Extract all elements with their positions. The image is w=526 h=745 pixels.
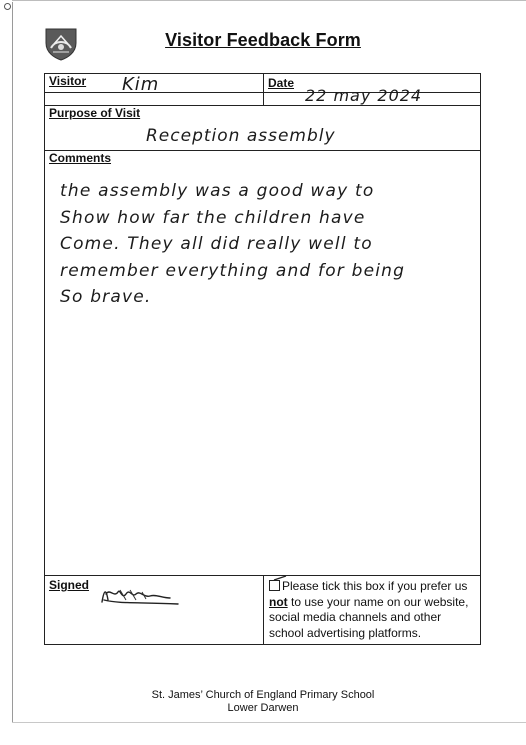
comment-line: Come. They all did really well to — [60, 234, 373, 254]
signature-image[interactable] — [100, 584, 180, 606]
date-value[interactable]: 22 may 2024 — [305, 86, 423, 105]
comment-line: So brave. — [60, 287, 152, 307]
column-divider — [263, 73, 264, 105]
privacy-opt-out-checkbox[interactable] — [269, 580, 280, 591]
privacy-opt-out-text — [269, 579, 477, 641]
comment-line: the assembly was a good way to — [60, 181, 375, 201]
purpose-value[interactable]: Reception assembly — [146, 126, 336, 146]
checkmark-icon — [273, 575, 287, 581]
comments-text[interactable] — [60, 178, 440, 311]
school-footer — [0, 689, 526, 715]
page-edge — [12, 0, 526, 2]
form-title: Visitor Feedback Form — [165, 30, 361, 50]
comments-label: Comments — [49, 151, 112, 165]
column-divider — [263, 575, 264, 645]
date-label: Date — [268, 76, 295, 90]
school-location: Lower Darwen — [227, 702, 299, 714]
comment-line: Show how far the children have — [60, 207, 366, 228]
page-edge — [12, 722, 526, 724]
comment-line: remember everything and for being — [60, 260, 406, 281]
privacy-text-after: to use your name on our website, social media channels and other school advertising platforms. — [269, 594, 469, 640]
privacy-emphasis: not — [269, 594, 288, 609]
visitor-name-value[interactable]: Kim — [122, 74, 160, 95]
purpose-label: Purpose of Visit — [49, 106, 141, 120]
visitor-label: Visitor — [49, 74, 87, 88]
punch-hole-mark — [4, 3, 11, 10]
school-name: St. James’ Church of England Primary School — [151, 689, 375, 701]
signed-label: Signed — [49, 578, 90, 592]
privacy-text-before: Please tick this box if you prefer us — [282, 579, 468, 593]
page-edge — [12, 2, 14, 722]
